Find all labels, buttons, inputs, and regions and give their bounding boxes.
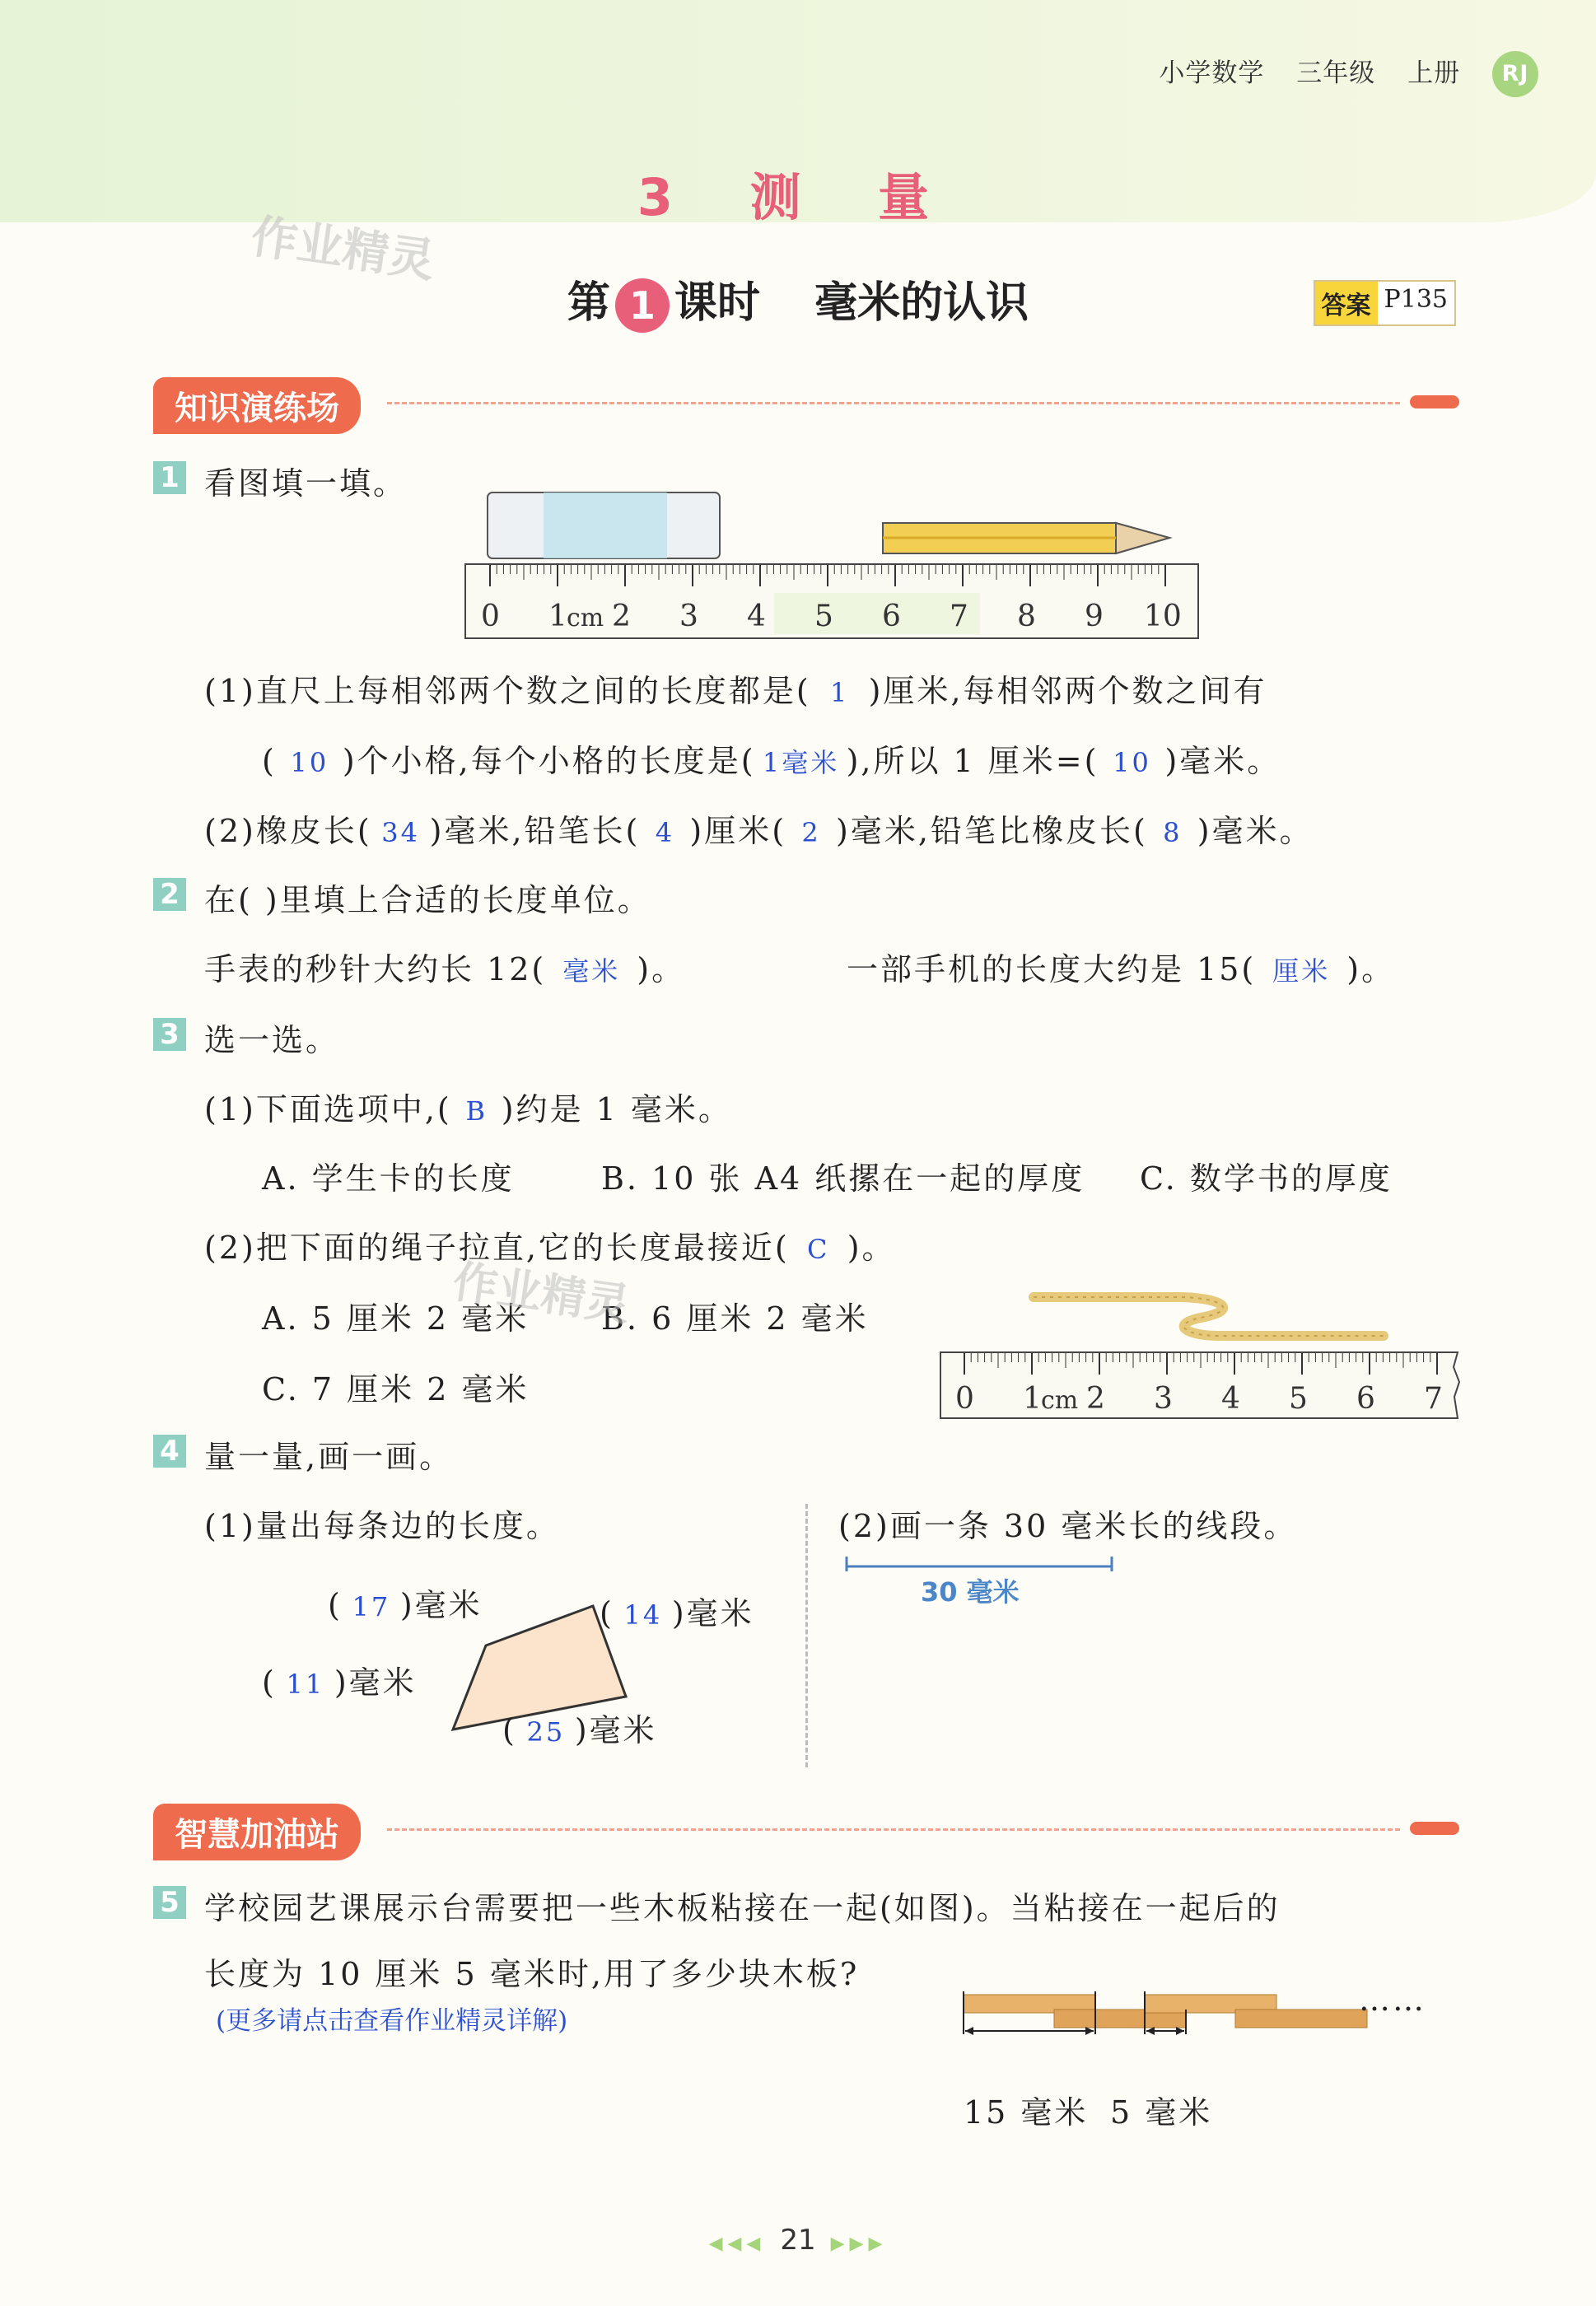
line-length-label: 30 毫米 xyxy=(921,1576,1020,1608)
answer-blank: B xyxy=(465,1095,488,1127)
grade-label: 三年级 xyxy=(1296,58,1376,88)
ruler-label: 7 xyxy=(1424,1382,1443,1416)
answer-blank: 10 xyxy=(1113,747,1151,778)
overlap-length-label: 5 毫米 xyxy=(1110,2094,1213,2131)
continuation-dots: …… xyxy=(1359,1982,1426,2018)
answer-page: P135 xyxy=(1378,282,1454,324)
volume-label: 上册 xyxy=(1407,58,1461,88)
q3-option-c: C. 数学书的厚度 xyxy=(1140,1160,1393,1197)
drawn-line-segment xyxy=(843,1548,1123,1573)
answer-blank: 毫米 xyxy=(562,955,621,987)
q1-part1-line2: ( 10 )个小格,每个小格的长度是( 1毫米 ),所以 1 厘米=( 10 )毫米。 xyxy=(262,743,1281,779)
answer-blank: 2 xyxy=(801,817,821,848)
section-divider xyxy=(387,402,1400,404)
side-top-label: ( 17 )毫米 xyxy=(328,1587,483,1623)
arrow-left-icon: ◀◀◀ xyxy=(708,2234,766,2254)
column-divider xyxy=(805,1504,808,1767)
q3-title: 选一选。 xyxy=(204,1022,340,1058)
q1-part2: (2)橡皮长( 34 )毫米,铅笔长( 4 )厘米( 2 )毫米,铅笔比橡皮长( 8 )毫米。 xyxy=(204,813,1314,849)
lesson-prefix: 第 xyxy=(567,278,610,328)
answer-blank: 8 xyxy=(1163,817,1183,848)
answer-blank: 34 xyxy=(381,817,421,848)
q2-title: 在( )里填上合适的长度单位。 xyxy=(204,882,651,918)
q5-line2: 长度为 10 厘米 5 毫米时,用了多少块木板? xyxy=(204,1956,860,1992)
book-info xyxy=(1136,51,1538,97)
q3-option-a: A. 学生卡的长度 xyxy=(262,1160,515,1197)
ruler-unit-label: cm xyxy=(1041,1386,1079,1415)
board-length-label: 15 毫米 xyxy=(964,2094,1089,2131)
answer-blank: 10 xyxy=(290,747,329,778)
q5-line1: 学校园艺课展示台需要把一些木板粘接在一起(如图)。当粘接在一起后的 xyxy=(204,1890,1281,1926)
lesson-suffix: 课时 xyxy=(674,278,760,328)
side-left-label: ( 11 )毫米 xyxy=(262,1664,417,1701)
side-bottom-label: ( 25 )毫米 xyxy=(502,1712,657,1748)
section-challenge-tag: 智慧加油站 xyxy=(153,1804,361,1860)
ruler-label: 2 xyxy=(612,600,631,633)
q2-item-a: 手表的秒针大约长 12( 毫米 )。 xyxy=(204,951,686,987)
ruler-label: 10 xyxy=(1144,600,1182,633)
subject-label: 小学数学 xyxy=(1159,58,1265,88)
question-number: 2 xyxy=(153,878,186,911)
question-number: 1 xyxy=(153,461,186,494)
ruler-label: 1 xyxy=(548,600,567,633)
rope-shape xyxy=(1034,1297,1384,1336)
q1-title: 看图填一填。 xyxy=(204,465,408,502)
answer-reference[interactable] xyxy=(1314,280,1456,326)
q3-part2: (2)把下面的绳子拉直,它的长度最接近( C )。 xyxy=(204,1230,896,1266)
ruler-label: 6 xyxy=(1356,1382,1375,1416)
q4-title: 量一量,画一画。 xyxy=(204,1439,454,1475)
watermark: 作业精灵 xyxy=(450,1255,633,1332)
q4-part2: (2)画一条 30 毫米长的线段。 xyxy=(838,1508,1298,1544)
side-right-label: ( 14 )毫米 xyxy=(600,1595,754,1631)
ruler-label: 7 xyxy=(950,600,968,633)
answer-blank: 厘米 xyxy=(1272,955,1331,987)
ruler-label: 5 xyxy=(1289,1382,1308,1416)
question-number: 3 xyxy=(153,1018,186,1051)
ruler-label: 3 xyxy=(1154,1382,1173,1416)
ruler-label: 0 xyxy=(955,1382,974,1416)
ruler-label: 2 xyxy=(1086,1382,1105,1416)
ruler-label: 8 xyxy=(1017,600,1036,633)
answer-blank: C xyxy=(806,1234,830,1265)
q3-part2-option-c: C. 7 厘米 2 毫米 xyxy=(262,1371,530,1407)
ruler-label: 9 xyxy=(1085,600,1104,633)
answer-blank: 4 xyxy=(655,817,675,848)
q1-part1-line1: (1)直尺上每相邻两个数之间的长度都是( 1 )厘米,每相邻两个数之间有 xyxy=(204,673,1267,709)
pencil-tip xyxy=(1116,523,1169,553)
ruler-label: 4 xyxy=(747,600,766,633)
ruler-label: 1 xyxy=(1023,1382,1042,1416)
answer-blank: 1 xyxy=(829,677,850,708)
q3-part2-option-a: A. 5 厘米 2 毫米 xyxy=(262,1300,530,1337)
ruler-label: 3 xyxy=(679,600,698,633)
wood-boards-figure xyxy=(955,1977,1416,2051)
ruler-figure-1 xyxy=(461,486,1202,642)
ruler-label: 0 xyxy=(481,600,500,633)
eraser-sleeve xyxy=(544,492,667,558)
ruler-label: 5 xyxy=(814,600,833,633)
ruler-unit-label: cm xyxy=(567,604,604,633)
chapter-title: 3 测 量 xyxy=(637,167,959,227)
question-number: 4 xyxy=(153,1435,186,1468)
q3-option-b: B. 10 张 A4 纸摞在一起的厚度 xyxy=(601,1160,1085,1197)
question-number: 5 xyxy=(153,1886,186,1919)
more-details-link[interactable]: (更多请点击查看作业精灵详解) xyxy=(216,2006,568,2036)
answer-label: 答案 xyxy=(1315,282,1378,324)
q2-item-b: 一部手机的长度大约是 15( 厘米 )。 xyxy=(847,951,1396,987)
edition-badge: RJ xyxy=(1492,51,1538,97)
pencil-icon xyxy=(1410,395,1459,408)
q3-part2-option-b: B. 6 厘米 2 毫米 xyxy=(601,1300,869,1337)
pencil-icon xyxy=(1410,1822,1459,1835)
section-divider xyxy=(387,1828,1400,1831)
ruler-label: 4 xyxy=(1221,1382,1240,1416)
q4-part1: (1)量出每条边的长度。 xyxy=(204,1508,560,1544)
watermark: 作业精灵 xyxy=(247,209,438,289)
lesson-number-badge: 1 xyxy=(615,278,670,333)
lesson-name: 毫米的认识 xyxy=(814,278,1029,328)
q3-part1: (1)下面选项中,( B )约是 1 毫米。 xyxy=(204,1091,732,1127)
rope-ruler-figure xyxy=(939,1285,1466,1425)
arrow-right-icon: ▶▶▶ xyxy=(830,2234,888,2254)
ruler-label: 6 xyxy=(882,600,901,633)
answer-blank: 1毫米 xyxy=(762,747,840,778)
page-number: ◀◀◀ 21 ▶▶▶ xyxy=(708,2224,888,2257)
section-practice-tag: 知识演练场 xyxy=(153,377,361,434)
